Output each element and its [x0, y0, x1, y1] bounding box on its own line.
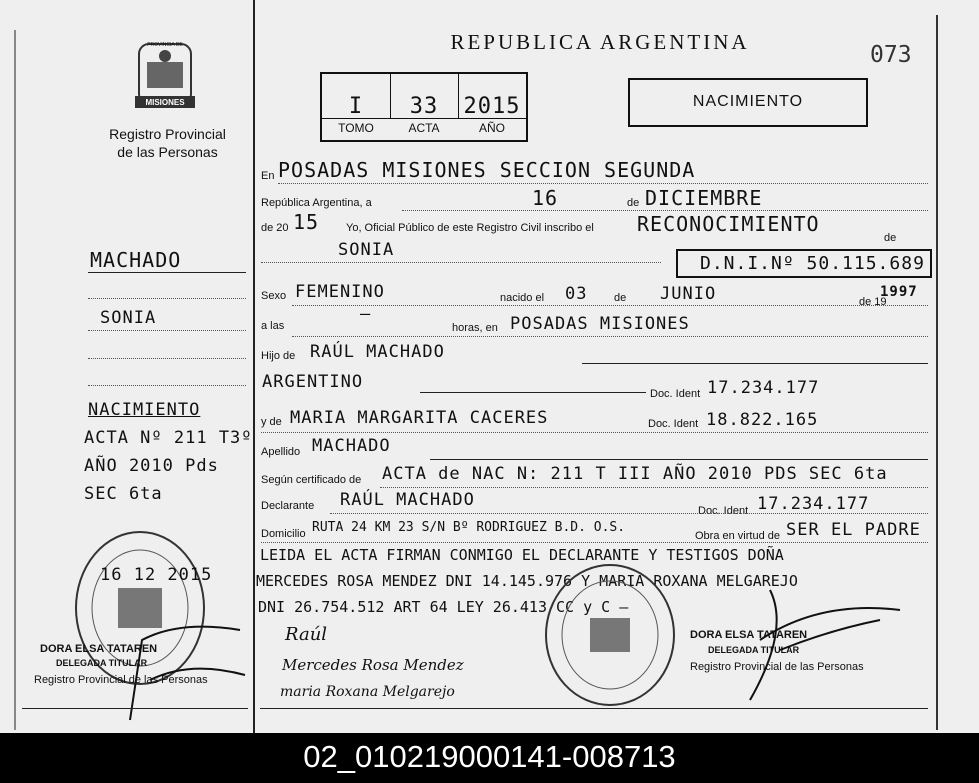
margin-official-role: DELEGADA TITULAR [56, 658, 148, 668]
label-nacido: nacido el [500, 292, 545, 304]
birth-place-value: POSADAS MISIONES [510, 314, 690, 334]
registry-line2: de las Personas [117, 144, 218, 160]
label-hijo: Hijo de [261, 350, 296, 362]
right-official-registry: Registro Provincial de las Personas [690, 661, 864, 673]
label-de-end: de [884, 232, 897, 244]
column-divider [253, 0, 255, 733]
father-value: RAÚL MACHADO [310, 342, 445, 362]
label-republica: República Argentina, a [261, 197, 372, 209]
label-de-1: de [627, 197, 640, 209]
seal-bottom-text: MISIONES [145, 98, 185, 107]
inscribed-name-value: SONIA [338, 240, 395, 260]
registry-round-stamp-right [540, 560, 680, 710]
declarante-doc-value: 17.234.177 [757, 494, 870, 514]
label-obra: Obra en virtud de [695, 530, 780, 542]
acta-value: 33 [409, 94, 439, 119]
label-sexo: Sexo [261, 290, 287, 302]
right-page-edge [936, 15, 938, 730]
right-official-name: DORA ELSA TATAREN [690, 629, 808, 641]
margin-surname: MACHADO [90, 248, 182, 272]
margin-note-line1: ACTA Nº 211 T3º [84, 428, 253, 448]
margin-note-line3: SEC 6ta [84, 484, 163, 504]
document-type-box [628, 78, 868, 127]
document-type: NACIMIENTO [692, 93, 804, 110]
label-alas: a las [261, 320, 285, 332]
birth-year-value: 1997 [880, 284, 918, 300]
certificado-value: ACTA de NAC N: 211 T III AÑO 2010 PDS SEC 6ta [382, 464, 888, 484]
label-oficial: Yo, Oficial Público de este Registro Civil inscribo el [346, 222, 594, 234]
page-number: 073 [870, 42, 912, 68]
mother-value: MARIA MARGARITA CACERES [290, 408, 549, 428]
acta-label: ACTA [408, 121, 440, 135]
label-declarante: Declarante [261, 500, 315, 512]
sexo-value: FEMENINO [295, 282, 385, 302]
declarante-value: RAÚL MACHADO [340, 490, 475, 510]
document-code-bar [0, 733, 979, 783]
label-doc-ident-father: Doc. Ident [650, 388, 701, 400]
signature-witness-1: Mercedes Rosa Mendez [282, 656, 464, 674]
father-nationality-value: ARGENTINO [262, 372, 364, 392]
margin-note-title: NACIMIENTO [88, 400, 201, 420]
label-de20: de 20 [261, 222, 289, 234]
left-page-edge [14, 30, 16, 730]
day-value: 16 [532, 186, 559, 210]
dni-box [676, 249, 932, 278]
month-value: DICIEMBRE [645, 186, 763, 210]
label-en: En [261, 170, 275, 182]
act-type-value: RECONOCIMIENTO [637, 212, 820, 236]
signature-scribble-left [120, 600, 250, 730]
year-suffix-value: 15 [293, 210, 320, 234]
label-apellido: Apellido [261, 446, 301, 458]
birth-day-value: 03 [565, 284, 588, 304]
label-domicilio: Domicilio [261, 528, 306, 540]
domicilio-value: RUTA 24 KM 23 S/N Bº RODRIGUEZ B.D. O.S. [312, 520, 626, 535]
tomo-value: I [348, 94, 364, 119]
father-doc-value: 17.234.177 [707, 378, 820, 398]
label-horas: horas, en [452, 322, 498, 334]
signature-witness-2: maria Roxana Melgarejo [280, 684, 455, 700]
obra-value: SER EL PADRE [786, 520, 921, 540]
document-code: 02_010219000141-008713 [303, 739, 676, 774]
province-seal [125, 40, 205, 115]
margin-stamp-date: 16 12 2015 [100, 565, 213, 585]
margin-official-registry: Registro Provincial de las Personas [34, 674, 208, 686]
label-doc-ident-mother: Doc. Ident [648, 418, 699, 430]
mother-doc-value: 18.822.165 [706, 410, 819, 430]
signature-declarante: Raúl [285, 624, 328, 645]
hour-value: — [360, 304, 372, 324]
anio-value: 2015 [463, 94, 521, 119]
dni-value: D.N.I.Nº 50.115.689 [700, 253, 925, 274]
label-de19: de 19 [859, 296, 887, 308]
margin-given-name: SONIA [100, 308, 157, 328]
observation-line2: MERCEDES ROSA MENDEZ DNI 14.145.976 Y MARIA ROXANA MELGAREJO [256, 572, 798, 590]
registry-line1: Registro Provincial [109, 126, 226, 142]
label-de-2: de [614, 292, 627, 304]
anio-label: AÑO [478, 121, 505, 135]
observation-line3: DNI 26.754.512 ART 64 LEY 26.413 CC y C — [258, 598, 629, 616]
margin-note-line2: AÑO 2010 Pds [84, 456, 219, 476]
right-official-role: DELEGADA TITULAR [708, 645, 800, 655]
country-heading: REPUBLICA ARGENTINA [450, 30, 750, 54]
tomo-label: TOMO [338, 121, 374, 135]
observation-line1: LEIDA EL ACTA FIRMAN CONMIGO EL DECLARANTE Y TESTIGOS DOÑA [260, 546, 784, 564]
seal-top-text: PROVINCIA DE [147, 42, 183, 48]
place-value: POSADAS MISIONES SECCION SEGUNDA [278, 158, 696, 182]
label-yde: y de [261, 416, 282, 428]
record-box [320, 72, 528, 142]
margin-official-name: DORA ELSA TATAREN [40, 643, 158, 655]
birth-month-value: JUNIO [660, 284, 717, 304]
label-segun: Según certificado de [261, 474, 362, 486]
label-doc-ident-declarante: Doc. Ident [698, 505, 749, 517]
apellido-value: MACHADO [312, 436, 391, 456]
